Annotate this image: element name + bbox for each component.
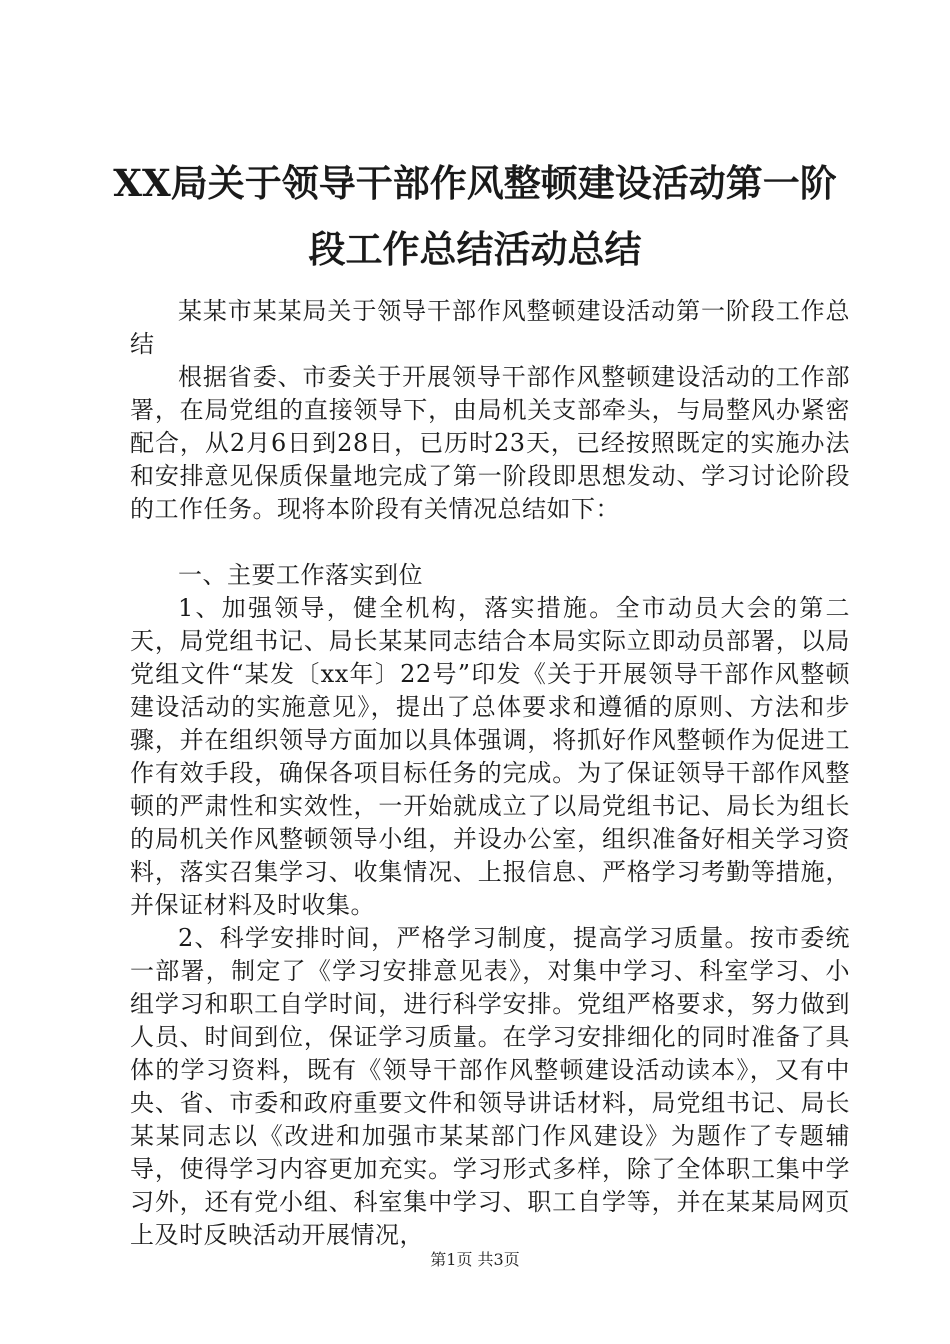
paragraph-subtitle: 某某市某某局关于领导干部作风整顿建设活动第一阶段工作总结	[130, 297, 850, 358]
paragraph-item-1: 1、加强领导，健全机构，落实措施。全市动员大会的第二天，局党组书记、局长某某同志结合本局实际立即动员部署，以局党组文件“某发〔xx年〕22号”印发《关于开展领导干部作风整顿建设活动的实施意见》，提出了总体要求和遵循的原则、方法和步骤，并在组织领导方面加以具体强调，将抓好作风整顿作为促进工作有效手段，确保各项目标任务的完成。为了保证领导干部作风整顿的严肃性和实效性，一开始就成立了以局党组书记、局长为组长的局机关作风整顿领导小组，并设办公室，组织准备好相关学习资料，落实召集学习、收集情况、上报信息、严格学习考勤等措施，并保证材料及时收集。	[130, 594, 850, 919]
document-body	[130, 295, 850, 1252]
section-heading: 一、主要工作落实到位	[178, 561, 423, 589]
page-footer: 第1页 共3页	[430, 1250, 520, 1269]
paragraph-item-2: 2、科学安排时间，严格学习制度，提高学习质量。按市委统一部署，制定了《学习安排意见表》，对集中学习、科室学习、小组学习和职工自学时间，进行科学安排。党组严格要求，努力做到人员、时间到位，保证学习质量。在学习安排细化的同时准备了具体的学习资料，既有《领导干部作风整顿建设活动读本》，又有中央、省、市委和政府重要文件和领导讲话材料，局党组书记、局长某某同志以《改进和加强市某某部门作风建设》为题作了专题辅导，使得学习内容更加充实。学习形式多样，除了全体职工集中学习外，还有党小组、科室集中学习、职工自学等，并在某某局网页上及时反映活动开展情况，	[130, 924, 850, 1249]
paragraph-intro: 根据省委、市委关于开展领导干部作风整顿建设活动的工作部署，在局党组的直接领导下，由局机关支部牵头，与局整风办紧密配合，从2月6日到28日，已历时23天，已经按照既定的实施办法和安排意见保质保量地完成了第一阶段即思想发动、学习讨论阶段的工作任务。现将本阶段有关情况总结如下：	[130, 363, 850, 523]
document-title: XX局关于领导干部作风整顿建设活动第一阶段工作总结活动总结	[113, 161, 837, 271]
